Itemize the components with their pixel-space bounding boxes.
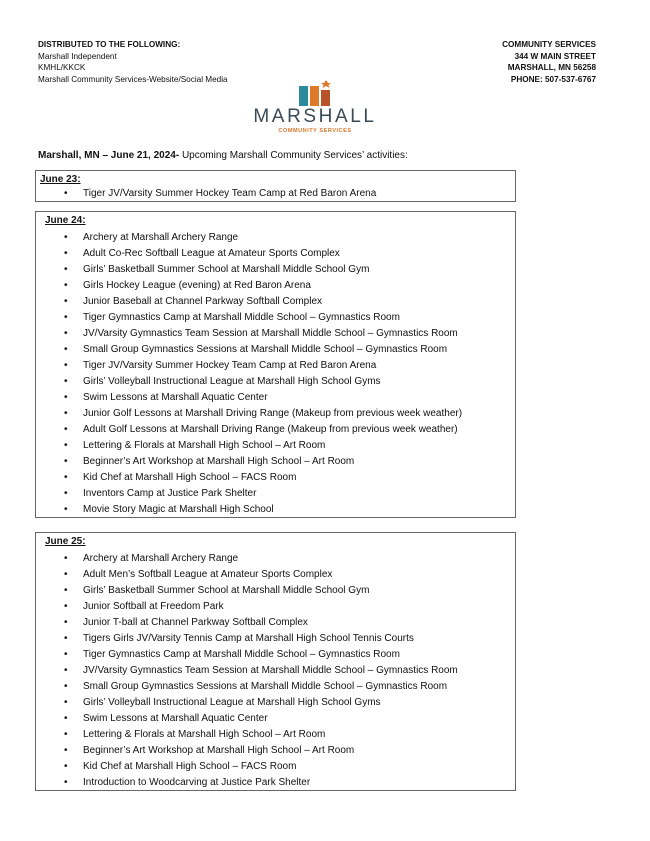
list-item: • Tigers Girls JV/Varsity Tennis Camp at Marshall High School Tennis Courts [64,631,458,647]
logo-subtitle: COMMUNITY SERVICES [278,128,352,134]
distribution-line: KMHL/KKCK [38,63,86,72]
list-item: • Tiger Gymnastics Camp at Marshall Middle School – Gymnastics Room [64,310,462,326]
contact-org: COMMUNITY SERVICES [502,40,596,49]
list-item: • Girls Hockey League (evening) at Red Baron Arena [64,278,462,294]
list-item: • Beginner’s Art Workshop at Marshall High School – Art Room [64,454,462,470]
list-item: • Tiger JV/Varsity Summer Hockey Team Camp at Red Baron Arena [64,358,462,374]
contact-block [502,39,596,85]
list-item: • Girls’ Volleyball Instructional League at Marshall High School Gyms [64,695,458,711]
activity-list [64,551,458,791]
distribution-line: Marshall Community Services-Website/Social Media [38,74,228,84]
contact-city: MARSHALL, MN 56258 [507,63,596,72]
logo-m-icon [299,80,333,106]
list-item: • Girls’ Basketball Summer School at Marshall Middle School Gym [64,262,462,278]
list-item: • Lettering & Florals at Marshall High School – Art Room [64,727,458,743]
list-item: • Kid Chef at Marshall High School – FACS Room [64,759,458,775]
section-june-23 [35,170,516,202]
contact-address: 344 W MAIN STREET [514,51,596,61]
list-item: • Junior Baseball at Channel Parkway Softball Complex [64,294,462,310]
section-date: June 24: [45,215,86,226]
list-item: • Swim Lessons at Marshall Aquatic Center [64,390,462,406]
list-item: • Junior Golf Lessons at Marshall Driving Range (Makeup from previous week weather) [64,406,462,422]
distribution-list [38,39,228,85]
list-item: • Swim Lessons at Marshall Aquatic Center [64,711,458,727]
list-item: • Adult Golf Lessons at Marshall Driving Range (Makeup from previous week weather) [64,422,462,438]
distribution-line: Marshall Independent [38,51,117,61]
section-date: June 25: [45,536,86,547]
list-item: • Archery at Marshall Archery Range [64,230,462,246]
list-item: • Movie Story Magic at Marshall High School [64,502,462,518]
list-item: • JV/Varsity Gymnastics Team Session at Marshall Middle School – Gymnastics Room [64,326,462,342]
list-item: • Junior T-ball at Channel Parkway Softball Complex [64,615,458,631]
list-item: • Inventors Camp at Justice Park Shelter [64,486,462,502]
list-item: • Archery at Marshall Archery Range [64,551,458,567]
section-june-24 [35,211,516,518]
marshall-logo [252,80,378,140]
list-item: • Small Group Gymnastics Sessions at Marshall Middle School – Gymnastics Room [64,679,458,695]
list-item: • Junior Softball at Freedom Park [64,599,458,615]
activity-list [64,186,376,202]
list-item: • Introduction to Woodcarving at Justice Park Shelter [64,775,458,791]
list-item: • Small Group Gymnastics Sessions at Marshall Middle School – Gymnastics Room [64,342,462,358]
list-item: • Girls’ Volleyball Instructional League at Marshall High School Gyms [64,374,462,390]
contact-phone: PHONE: 507-537-6767 [510,74,596,84]
list-item: • Lettering & Florals at Marshall High School – Art Room [64,438,462,454]
list-item: • Adult Men’s Softball League at Amateur Sports Complex [64,567,458,583]
list-item: • JV/Varsity Gymnastics Team Session at Marshall Middle School – Gymnastics Room [64,663,458,679]
intro-line [38,150,408,161]
logo-wordmark: MARSHALL [253,106,377,127]
section-june-25 [35,532,516,791]
distribution-title: DISTRIBUTED TO THE FOLLOWING: [38,40,181,49]
list-item: • Beginner’s Art Workshop at Marshall High School – Art Room [64,743,458,759]
dateline: Marshall, MN – June 21, 2024- [38,150,180,161]
list-item: • Tiger Gymnastics Camp at Marshall Middle School – Gymnastics Room [64,647,458,663]
list-item: • Girls’ Basketball Summer School at Marshall Middle School Gym [64,583,458,599]
list-item: • Kid Chef at Marshall High School – FACS Room [64,470,462,486]
section-date: June 23: [40,174,81,185]
list-item: • Tiger JV/Varsity Summer Hockey Team Camp at Red Baron Arena [64,186,376,202]
list-item: • Adult Co-Rec Softball League at Amateur Sports Complex [64,246,462,262]
intro-text: Upcoming Marshall Community Services’ activities: [179,150,408,161]
activity-list [64,230,462,518]
